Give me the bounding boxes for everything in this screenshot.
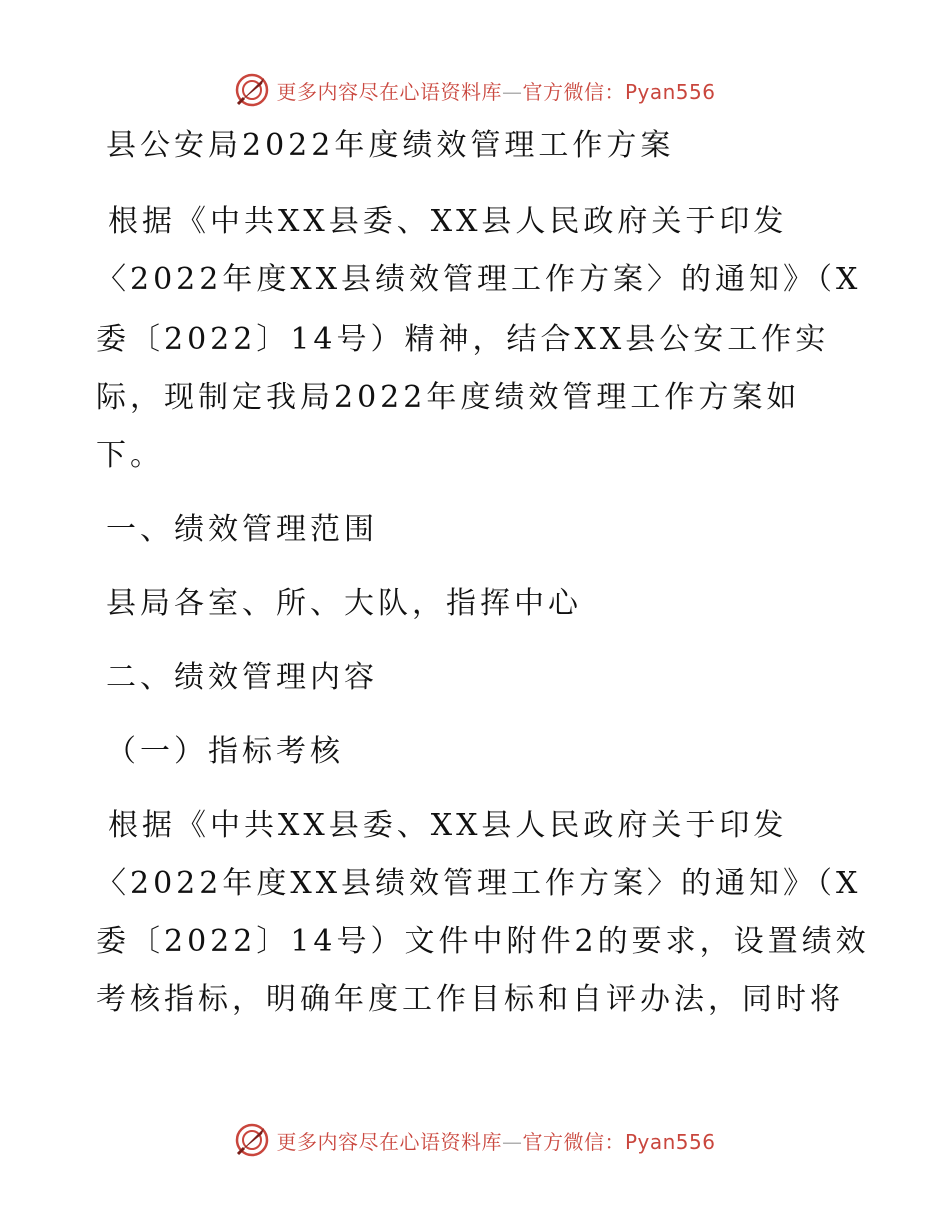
paragraph-line: 下。 — [96, 438, 164, 473]
paragraph-line: 根据《中共XX县委、XX县人民政府关于印发 — [108, 204, 788, 239]
banner-text: 更多内容尽在心语资料库—官方微信：Pyan556 — [276, 1129, 716, 1154]
paragraph-line: 〈2022年度XX县绩效管理工作方案〉的通知》（X — [96, 866, 862, 901]
paragraph-line: 委〔2022〕14号）文件中附件2的要求，设置绩效 — [96, 924, 870, 959]
section-heading: 二、绩效管理内容 — [106, 660, 378, 695]
paragraph-line: 考核指标，明确年度工作目标和自评办法，同时将 — [96, 982, 844, 1017]
paragraph-line: 委〔2022〕14号）精神，结合XX县公安工作实 — [96, 322, 830, 357]
document-title: 县公安局2022年度绩效管理工作方案 — [106, 128, 675, 163]
paragraph-line: 际，现制定我局2022年度绩效管理工作方案如 — [96, 380, 801, 415]
subsection-heading: （一）指标考核 — [106, 734, 344, 769]
section-heading: 一、绩效管理范围 — [106, 512, 378, 547]
footer-banner — [0, 1120, 950, 1160]
brand-logo-icon — [234, 1122, 270, 1158]
scope-text: 县局各室、所、大队，指挥中心 — [106, 586, 582, 621]
banner-text: 更多内容尽在心语资料库—官方微信：Pyan556 — [276, 79, 716, 104]
paragraph-line: 〈2022年度XX县绩效管理工作方案〉的通知》（X — [96, 262, 862, 297]
paragraph-line: 根据《中共XX县委、XX县人民政府关于印发 — [108, 808, 788, 843]
header-banner — [0, 70, 950, 110]
brand-logo-icon — [234, 72, 270, 108]
